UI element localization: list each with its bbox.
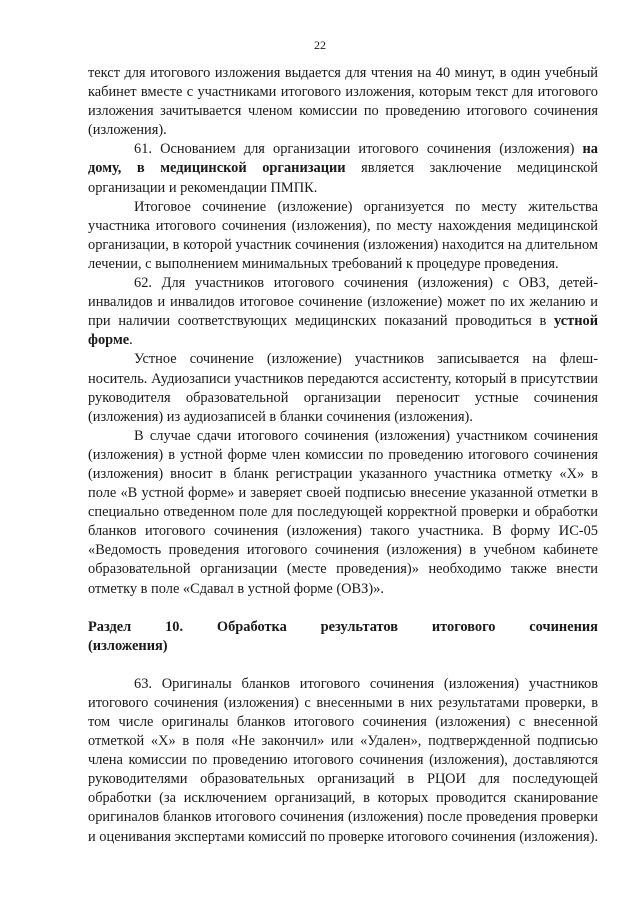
paragraph-61-text: 61. Основанием для организации итогового сочинения (изложения) (134, 141, 583, 158)
paragraph-62 (88, 274, 598, 350)
paragraph-62-mark: В случае сдачи итогового сочинения (изложения) участником сочинения (изложения) в устной форме член комиссии по проведению итогового сочинения (изложения) вносит в бланк регистрации указанного участника отметку «Х» в поле «В устной форме» и заверяет своей подписью внесение указанной отметки в специально отведенном поле для последующей корректной проверки и обработки бланков итогового сочинения (изложения) такого участника. В форму ИС-05 «Ведомость проведения итогового сочинения (изложения) в учебном кабинете образовательной организации (месте проведения)» необходимо также внести отметку в поле «Сдавал в устной форме (ОВЗ)». (88, 427, 598, 597)
spacer (88, 599, 598, 618)
spacer (88, 656, 598, 675)
paragraph-61-location: Итоговое сочинение (изложение) организуется по месту жительства участника итогового сочинения (изложения), по месту нахождения медицинской организации, в которой участник сочинения (изложения) находится на длительном лечении, с выполнением минимальных требований к процедуре проведения. (88, 198, 598, 272)
document-body (88, 64, 598, 847)
section-heading-word: сочинения (529, 618, 598, 635)
section-heading-word: Обработка (216, 618, 287, 635)
page-number: 22 (314, 38, 326, 52)
section-heading-line2: (изложения) (88, 637, 168, 654)
section-heading (88, 618, 598, 637)
paragraph-61-bold: на дому, в медицинской организации (88, 141, 598, 177)
paragraph-63: 63. Оригиналы бланков итогового сочинения (изложения) участников итогового сочинения (изложения) с внесенными в них результатами проверки, в том числе оригиналы бланков итогового сочинения (изложения) с внесенной отметкой «Х» в поля «Не закончил» или «Удален», подтвержденной подписью члена комиссии по проведению итогового сочинения (изложения), доставляются руководителями образовательных организаций в РЦОИ для последующей обработки (за исключением организаций, в которых проводится сканирование оригиналов бланков итогового сочинения (изложения) после проведения проверки и оценивания экспертами комиссий по проверке итогового сочинения (изложения). (88, 675, 598, 845)
paragraph-62-bold: устной форме (88, 313, 598, 349)
section-heading-word: 10. (165, 618, 184, 635)
paragraph-continuation: текст для итогового изложения выдается для чтения на 40 минут, в один учебный кабинет вместе с участниками итогового изложения, которым текст для итогового изложения зачитывается членом комиссии по проведению итогового сочинения (изложения). (88, 65, 598, 139)
paragraph-62-recording: Устное сочинение (изложение) участников записывается на флеш-носитель. Аудиозаписи участников передаются ассистенту, который в присутствии руководителя образовательной организации переносит устные сочинения (изложения) из аудиозаписей в бланки сочинения (изложения). (88, 351, 598, 425)
paragraph-61-text-end: является заключение медицинской организации и рекомендации ПМПК. (88, 160, 598, 196)
paragraph-61 (88, 140, 598, 197)
section-heading-word: Раздел (88, 618, 132, 635)
paragraph-62-text-end: . (129, 332, 133, 349)
paragraph-62-text: 62. Для участников итогового сочинения (изложения) с ОВЗ, детей-инвалидов и инвалидов итоговое сочинение (изложение) может по их желанию и при наличии соответствующих медицинских показаний проводиться в (88, 275, 598, 330)
section-heading-word: итогового (431, 618, 496, 635)
section-heading-word: результатов (320, 618, 399, 635)
